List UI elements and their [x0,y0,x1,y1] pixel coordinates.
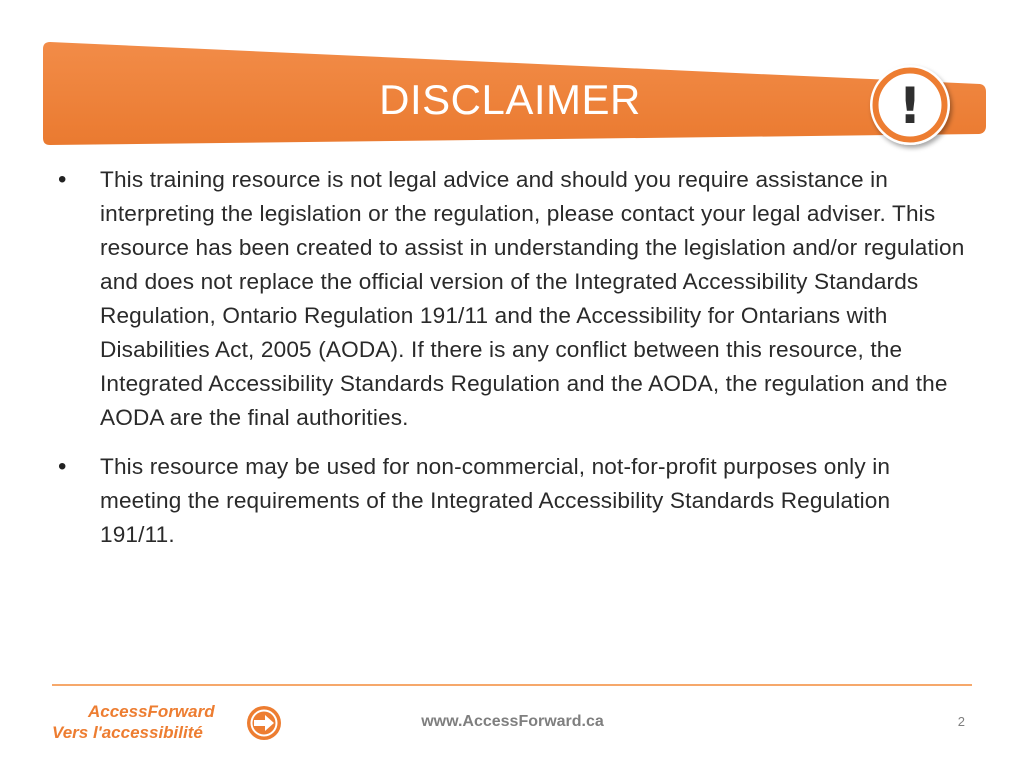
logo-line-french: Vers l'accessibilité [52,723,203,742]
alert-icon [870,65,950,145]
footer-url[interactable]: www.AccessForward.ca [421,713,604,730]
logo-line-english: AccessForward [88,702,215,721]
bullet-marker: • [58,166,67,193]
slide-title: DISCLAIMER [379,76,641,123]
footer-divider [52,684,972,686]
arrow-circle-icon [245,704,283,742]
bullet-text: This resource may be used for non-commercial, not-for-profit purposes only in meeting the requirements of the Integrated Accessibility Standards Regulation 191/11. [100,454,891,547]
bullet-marker: • [58,453,67,480]
accessforward-logo [50,700,285,746]
bullet-item-legal-advice [58,163,968,435]
bullet-item-usage [58,450,968,552]
page-number: 2 [957,714,965,729]
bullet-list [58,163,968,567]
exclamation-icon: ! [898,77,922,135]
bullet-text: This training resource is not legal advice and should you require assistance in interpreting the legislation or the regulation, please contact your legal adviser. This resource has been created to assist in understanding the legislation and/or regulation and does not replace the official version of the Integrated Accessibility Standards Regulation, Ontario Regulation 191/11 and the Accessibility for Ontarians with Disabilities Act, 2005 (AODA). If there is any conflict between this resource, the Integrated Accessibility Standards Regulation and the AODA, the regulation and the AODA are the final authorities. [100,167,965,430]
